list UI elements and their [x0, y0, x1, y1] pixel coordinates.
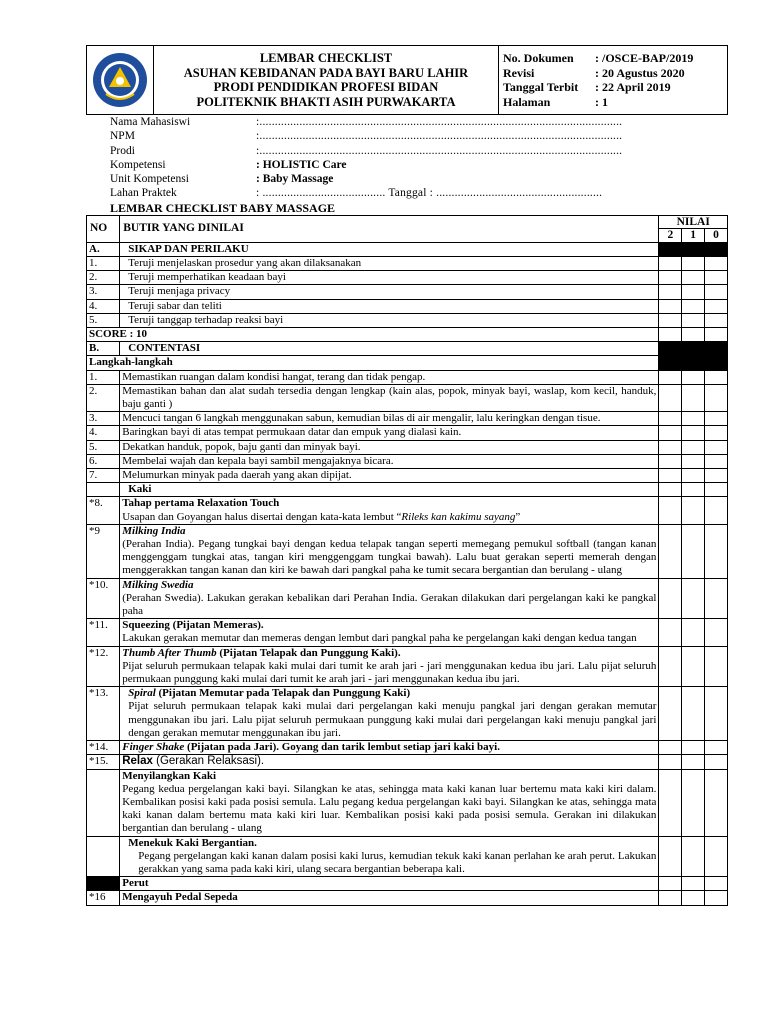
- score-cell-0[interactable]: [705, 769, 728, 836]
- step-title: Milking India: [122, 524, 186, 537]
- doc-info-row: [503, 66, 723, 81]
- score-cell-0[interactable]: [705, 497, 728, 524]
- score-cell-0[interactable]: [705, 741, 728, 755]
- score-cell-0[interactable]: [705, 578, 728, 619]
- title-line-4: POLITEKNIK BHAKTI ASIH PURWAKARTA: [196, 94, 456, 109]
- score-cell-1[interactable]: [682, 524, 705, 578]
- doc-info-key: Tanggal Terbit: [503, 80, 579, 94]
- identity-value: : HOLISTIC Care: [256, 158, 347, 171]
- score-cell-1[interactable]: [682, 412, 705, 426]
- section-b-row: [87, 342, 728, 356]
- subsection-row: [87, 483, 728, 497]
- score-cell-1[interactable]: [682, 271, 705, 285]
- doc-info-row: [503, 51, 723, 66]
- score-cell: [705, 483, 728, 497]
- subsection-row: [87, 877, 728, 891]
- score-cell-0[interactable]: [705, 619, 728, 646]
- score-row: [87, 328, 728, 342]
- doc-info-value: : 1: [595, 94, 608, 109]
- score-cell-2[interactable]: [659, 370, 682, 384]
- step-title: Squeezing (Pijatan Memeras).: [122, 619, 264, 632]
- score-cell-1[interactable]: [682, 755, 705, 769]
- identity-label: Nama Mahasiswi: [110, 116, 191, 128]
- step-title-italic: Finger Shake: [122, 741, 185, 754]
- row-number: 4.: [87, 299, 120, 313]
- table-row: [87, 836, 728, 877]
- row-number: *15.: [87, 755, 120, 769]
- column-header-nilai: NILAI: [659, 215, 728, 228]
- row-item: [120, 687, 659, 741]
- identity-value: :......................................................................................................................: [256, 130, 623, 143]
- table-row: [87, 271, 728, 285]
- score-cell-2[interactable]: [659, 271, 682, 285]
- score-cell-2[interactable]: [659, 646, 682, 687]
- table-row: [87, 370, 728, 384]
- identity-label: Unit Kompetensi: [110, 173, 189, 186]
- step-text: Pijat seluruh permukaan telapak kaki mulai dari pergelangan kaki menuju pangkal jari dengan gerakan memutar menggunakan ibu jari. Lalu pijat seluruh permukaan punggung kaki mulai dari pergelangan kaki menuju pangkal jari dengan gerakan memutar menggunakan ibu jari.: [128, 700, 657, 739]
- identity-row: [110, 186, 728, 200]
- row-number: 5.: [87, 440, 120, 454]
- row-number: *16: [87, 891, 120, 905]
- subsection-title: Perut: [120, 877, 659, 891]
- score-cell-1[interactable]: [682, 426, 705, 440]
- score-header-0: 0: [705, 228, 728, 242]
- step-title-rest: (Pijatan Telapak dan Punggung Kaki).: [216, 646, 401, 659]
- score-cell-blocked: [705, 342, 728, 370]
- title-line-2: ASUHAN KEBIDANAN PADA BAYI BARU LAHIR: [183, 65, 469, 80]
- row-item: [120, 769, 659, 836]
- column-header-item: BUTIR YANG DINILAI: [120, 215, 659, 242]
- section-number: A.: [87, 242, 120, 256]
- row-item: Membelai wajah dan kepala bayi sambil mengajaknya bicara.: [120, 454, 659, 468]
- row-item: Memastikan bahan dan alat sudah tersedia dengan lengkap (kain alas, popok, minyak bayi, waslap, kom kecil, handuk, baju ganti ): [120, 384, 659, 411]
- row-item: [120, 619, 659, 646]
- score-cell-1[interactable]: [682, 836, 705, 877]
- doc-info-row: [503, 95, 723, 110]
- step-title-rest: (Pijatan pada Jari). Goyang dan tarik lembut setiap jari kaki bayi.: [184, 741, 500, 754]
- row-item: Teruji memperhatikan keadaan bayi: [120, 271, 659, 285]
- subsection-row: [87, 356, 728, 370]
- score-cell-1[interactable]: [682, 646, 705, 687]
- score-cell-1[interactable]: [682, 256, 705, 270]
- row-number: 1.: [87, 370, 120, 384]
- score-cell: [705, 877, 728, 891]
- score-cell-1[interactable]: [682, 469, 705, 483]
- score-cell-0[interactable]: [705, 755, 728, 769]
- table-row: [87, 384, 728, 411]
- step-title: Milking Swedia: [122, 578, 194, 591]
- section-number: B.: [87, 342, 120, 356]
- score-cell-0[interactable]: [705, 891, 728, 905]
- table-row: [87, 524, 728, 578]
- score-header-1: 1: [682, 228, 705, 242]
- score-cell-0[interactable]: [705, 256, 728, 270]
- row-number: 6.: [87, 454, 120, 468]
- row-number: *10.: [87, 578, 120, 619]
- score-cell-2[interactable]: [659, 741, 682, 755]
- identity-label: Kompetensi: [110, 158, 166, 171]
- doc-info-key: Revisi: [503, 65, 535, 80]
- row-item: Memastikan ruangan dalam kondisi hangat, terang dan tidak pengap.: [120, 370, 659, 384]
- step-title-rest: (Gerakan Relaksasi).: [152, 755, 265, 768]
- identity-row: [110, 158, 728, 172]
- score-cell-1[interactable]: [682, 454, 705, 468]
- score-cell-0[interactable]: [705, 454, 728, 468]
- step-text: Pegang kedua pergelangan kaki bayi. Silangkan ke atas, sehingga mata kaki kanan luar bertemu mata kaki kiri dalam. Kembalikan posisi kaki pada posisi semula. Lalu pegang kedua pergelangan kaki bayi. Silangkan ke atas, sehingga mata kaki kanan dalam bertemu mata kaki kiri luar. Kembalikan posisi kaki pada posisi semula. Gerakan ini dilakukan bergantian dan berulang - ulang: [122, 782, 657, 835]
- score-cell-0[interactable]: [705, 271, 728, 285]
- row-number: 5.: [87, 313, 120, 327]
- row-item: [120, 755, 659, 769]
- document-page: [86, 45, 728, 906]
- score-cell-2[interactable]: [659, 440, 682, 454]
- score-cell-blocked: [705, 242, 728, 256]
- logo-cell: [87, 46, 154, 115]
- section-title: SIKAP DAN PERILAKU: [120, 242, 659, 256]
- step-title: Tahap pertama Relaxation Touch: [122, 497, 280, 510]
- row-item: Mencuci tangan 6 langkah menggunakan sabun, kemudian bilas di air mengalir, lalu keringkan dengan tisue.: [120, 412, 659, 426]
- document-info: [499, 46, 728, 115]
- score-cell-0[interactable]: [705, 440, 728, 454]
- document-title: [154, 46, 499, 115]
- row-number: *8.: [87, 497, 120, 524]
- row-item: [120, 497, 659, 524]
- score-header-2: 2: [659, 228, 682, 242]
- subsection-title: Kaki: [120, 483, 659, 497]
- row-item: [120, 646, 659, 687]
- score-cell-2[interactable]: [659, 497, 682, 524]
- step-text: Pegang pergelangan kaki kanan dalam posisi kaki lurus, kemudian tekuk kaki kanan perlahan ke arah perut. Lakukan gerakkan yang sama pada kaki kiri, ulang secara bergantian beberapa kali.: [138, 849, 657, 875]
- score-cell: [659, 328, 682, 342]
- step-text: [122, 511, 656, 524]
- doc-info-value: : /OSCE-BAP/2019: [595, 51, 694, 65]
- title-line-3: PRODI PENDIDIKAN PROFESI BIDAN: [213, 80, 439, 94]
- section-a-row: [87, 242, 728, 256]
- step-text: Lakukan gerakan memutar dan memeras dengan lembut dari pangkal paha ke pergelangan kaki dengan kedua tangan: [122, 632, 637, 645]
- table-row: [87, 313, 728, 327]
- score-cell-blocked: [682, 342, 705, 370]
- column-header-no: NO: [87, 215, 120, 242]
- row-item: [120, 578, 659, 619]
- score-cell-2[interactable]: [659, 299, 682, 313]
- score-cell-0[interactable]: [705, 426, 728, 440]
- score-cell-0[interactable]: [705, 412, 728, 426]
- empty-number-cell: [87, 483, 120, 497]
- score-cell-blocked: [659, 242, 682, 256]
- score-cell-2[interactable]: [659, 524, 682, 578]
- identity-value: : ........................................ Tanggal : ......................................................: [256, 187, 603, 200]
- score-cell-1[interactable]: [682, 299, 705, 313]
- step-text: Pijat seluruh permukaan telapak kaki mulai dari tumit ke arah jari - jari menggunakan kedua ibu jari. Lalu pijat seluruh permukaan punggung kaki mulai dari tumit ke arah jari - jari menggunakan kedua ibu jari.: [122, 659, 657, 686]
- row-item: Baringkan bayi di atas tempat permukaan datar dan empuk yang dialasi kain.: [120, 426, 659, 440]
- doc-info-value: : 22 April 2019: [595, 80, 671, 94]
- score-cell-2[interactable]: [659, 285, 682, 299]
- row-number: 3.: [87, 285, 120, 299]
- score-cell-1[interactable]: [682, 619, 705, 646]
- row-number: *12.: [87, 646, 120, 687]
- doc-info-row: [503, 80, 723, 95]
- score-cell-2[interactable]: [659, 755, 682, 769]
- step-text-part: Usapan dan Goyangan halus disertai dengan kata-kata lembut “: [122, 510, 402, 523]
- table-row: [87, 769, 728, 836]
- row-item: Dekatkan handuk, popok, baju ganti dan minyak bayi.: [120, 440, 659, 454]
- step-title-rest: (Pijatan Memutar pada Telapak dan Punggung Kaki): [155, 687, 411, 700]
- table-row: [87, 497, 728, 524]
- table-row: [87, 619, 728, 646]
- row-number: 4.: [87, 426, 120, 440]
- table-row: [87, 454, 728, 468]
- score-cell-1[interactable]: [682, 497, 705, 524]
- blocked-number-cell: [87, 877, 120, 891]
- title-line-1: LEMBAR CHECKLIST: [259, 51, 393, 65]
- identity-value: :......................................................................................................................: [256, 144, 623, 157]
- score-cell-1[interactable]: [682, 769, 705, 836]
- table-row: [87, 687, 728, 741]
- step-title: Menyilangkan Kaki: [122, 769, 217, 782]
- step-title-italic: Spiral: [128, 687, 156, 700]
- score-cell-2[interactable]: [659, 578, 682, 619]
- row-item: Teruji menjelaskan prosedur yang akan dilaksanakan: [120, 256, 659, 270]
- row-item: [120, 741, 659, 755]
- institution-logo: [92, 52, 148, 108]
- score-cell-0[interactable]: [705, 384, 728, 411]
- row-number: *13.: [87, 687, 120, 741]
- score-cell-0[interactable]: [705, 285, 728, 299]
- table-row: [87, 469, 728, 483]
- row-number: 2.: [87, 271, 120, 285]
- score-cell-2[interactable]: [659, 769, 682, 836]
- document-header: [86, 45, 728, 115]
- table-row: [87, 285, 728, 299]
- step-text-italic: Rileks kan kakimu sayang: [401, 510, 516, 523]
- table-row: [87, 299, 728, 313]
- score-cell-1[interactable]: [682, 687, 705, 741]
- identity-value: : Baby Massage: [256, 173, 334, 186]
- row-item: Melumurkan minyak pada daerah yang akan dipijat.: [120, 469, 659, 483]
- score-cell: [682, 328, 705, 342]
- step-text: (Perahan India). Pegang tungkai bayi dengan kedua telapak tangan seperti memegang pemukul softball (tangan kanan menggenggam tungkai atas, tangan kiri menggenggam tungkai bawah). Lalu buat gerakan seperti memerah dengan menggerakkan tangan kanan dan kiri ke bawah dari pangkal paha ke tumit secara bergantian dan berulang - ulang: [122, 538, 657, 577]
- table-row: [87, 578, 728, 619]
- row-item: Teruji tanggap terhadap reaksi bayi: [120, 313, 659, 327]
- row-item: Teruji sabar dan teliti: [120, 299, 659, 313]
- score-cell-2[interactable]: [659, 891, 682, 905]
- identity-label: Prodi: [110, 144, 135, 157]
- doc-info-key: Halaman: [503, 94, 551, 109]
- row-number: 1.: [87, 256, 120, 270]
- score-cell: [705, 328, 728, 342]
- row-item: [120, 836, 659, 877]
- score-cell-0[interactable]: [705, 313, 728, 327]
- doc-info-value: : 20 Agustus 2020: [595, 65, 685, 80]
- score-cell-0[interactable]: [705, 836, 728, 877]
- identity-label: NPM: [110, 130, 135, 143]
- identity-label: Lahan Praktek: [110, 187, 177, 200]
- subsection-title: Langkah-langkah: [87, 356, 659, 370]
- empty-number-cell: [87, 836, 120, 877]
- table-row: [87, 440, 728, 454]
- checklist-table: [86, 215, 728, 906]
- section-score: SCORE : 10: [87, 328, 659, 342]
- student-identity: [86, 115, 728, 201]
- score-cell-2[interactable]: [659, 619, 682, 646]
- score-cell-2[interactable]: [659, 426, 682, 440]
- step-title: [122, 647, 656, 660]
- step-text: (Perahan Swedia). Lakukan gerakan kebalikan dari Perahan India. Gerakan dilakukan dari pergelangan kaki ke pangkal paha: [122, 591, 657, 618]
- identity-value: :......................................................................................................................: [256, 116, 623, 128]
- score-cell-1[interactable]: [682, 370, 705, 384]
- table-row: [87, 412, 728, 426]
- checklist-title: LEMBAR CHECKLIST BABY MASSAGE: [110, 200, 336, 215]
- table-row: [87, 646, 728, 687]
- empty-number-cell: [87, 769, 120, 836]
- score-cell-0[interactable]: [705, 687, 728, 741]
- score-cell-2[interactable]: [659, 256, 682, 270]
- score-cell-0[interactable]: [705, 524, 728, 578]
- row-number: 7.: [87, 469, 120, 483]
- table-row: [87, 891, 728, 905]
- identity-row: [110, 172, 728, 186]
- doc-info-key: No. Dokumen: [503, 51, 574, 65]
- row-item: Teruji menjaga privacy: [120, 285, 659, 299]
- score-cell: [659, 877, 682, 891]
- step-title-bold: Relax: [122, 755, 153, 768]
- score-cell-1[interactable]: [682, 741, 705, 755]
- table-row: [87, 256, 728, 270]
- score-cell: [682, 877, 705, 891]
- score-cell-2[interactable]: [659, 313, 682, 327]
- row-number: 2.: [87, 384, 120, 411]
- score-cell-blocked: [682, 242, 705, 256]
- step-title: Menekuk Kaki Bergantian.: [128, 836, 257, 849]
- score-cell-2[interactable]: [659, 412, 682, 426]
- step-title: [128, 687, 656, 700]
- score-cell-1[interactable]: [682, 285, 705, 299]
- table-row: [87, 755, 728, 769]
- score-cell-1[interactable]: [682, 578, 705, 619]
- score-cell: [659, 483, 682, 497]
- score-cell-0[interactable]: [705, 469, 728, 483]
- score-cell-2[interactable]: [659, 687, 682, 741]
- score-cell-2[interactable]: [659, 836, 682, 877]
- score-cell-1[interactable]: [682, 891, 705, 905]
- score-cell-2[interactable]: [659, 469, 682, 483]
- row-number: 3.: [87, 412, 120, 426]
- table-row: [87, 426, 728, 440]
- score-cell-0[interactable]: [705, 646, 728, 687]
- row-number: *11.: [87, 619, 120, 646]
- row-number: *9: [87, 524, 120, 578]
- row-item: Mengayuh Pedal Sepeda: [120, 891, 659, 905]
- score-cell-0[interactable]: [705, 370, 728, 384]
- score-cell-1[interactable]: [682, 440, 705, 454]
- row-item: [120, 524, 659, 578]
- score-cell-1[interactable]: [682, 313, 705, 327]
- row-number: *14.: [87, 741, 120, 755]
- score-cell-2[interactable]: [659, 384, 682, 411]
- step-title-italic: Thumb After Thumb: [122, 646, 217, 659]
- score-cell-1[interactable]: [682, 384, 705, 411]
- identity-row: [110, 129, 728, 143]
- score-cell-0[interactable]: [705, 299, 728, 313]
- step-text-part: ”: [515, 510, 521, 523]
- section-title: CONTENTASI: [120, 342, 659, 356]
- score-cell-2[interactable]: [659, 454, 682, 468]
- table-row: [87, 741, 728, 755]
- identity-row: [110, 144, 728, 158]
- score-cell: [682, 483, 705, 497]
- score-cell-blocked: [659, 342, 682, 370]
- identity-row: [110, 115, 728, 129]
